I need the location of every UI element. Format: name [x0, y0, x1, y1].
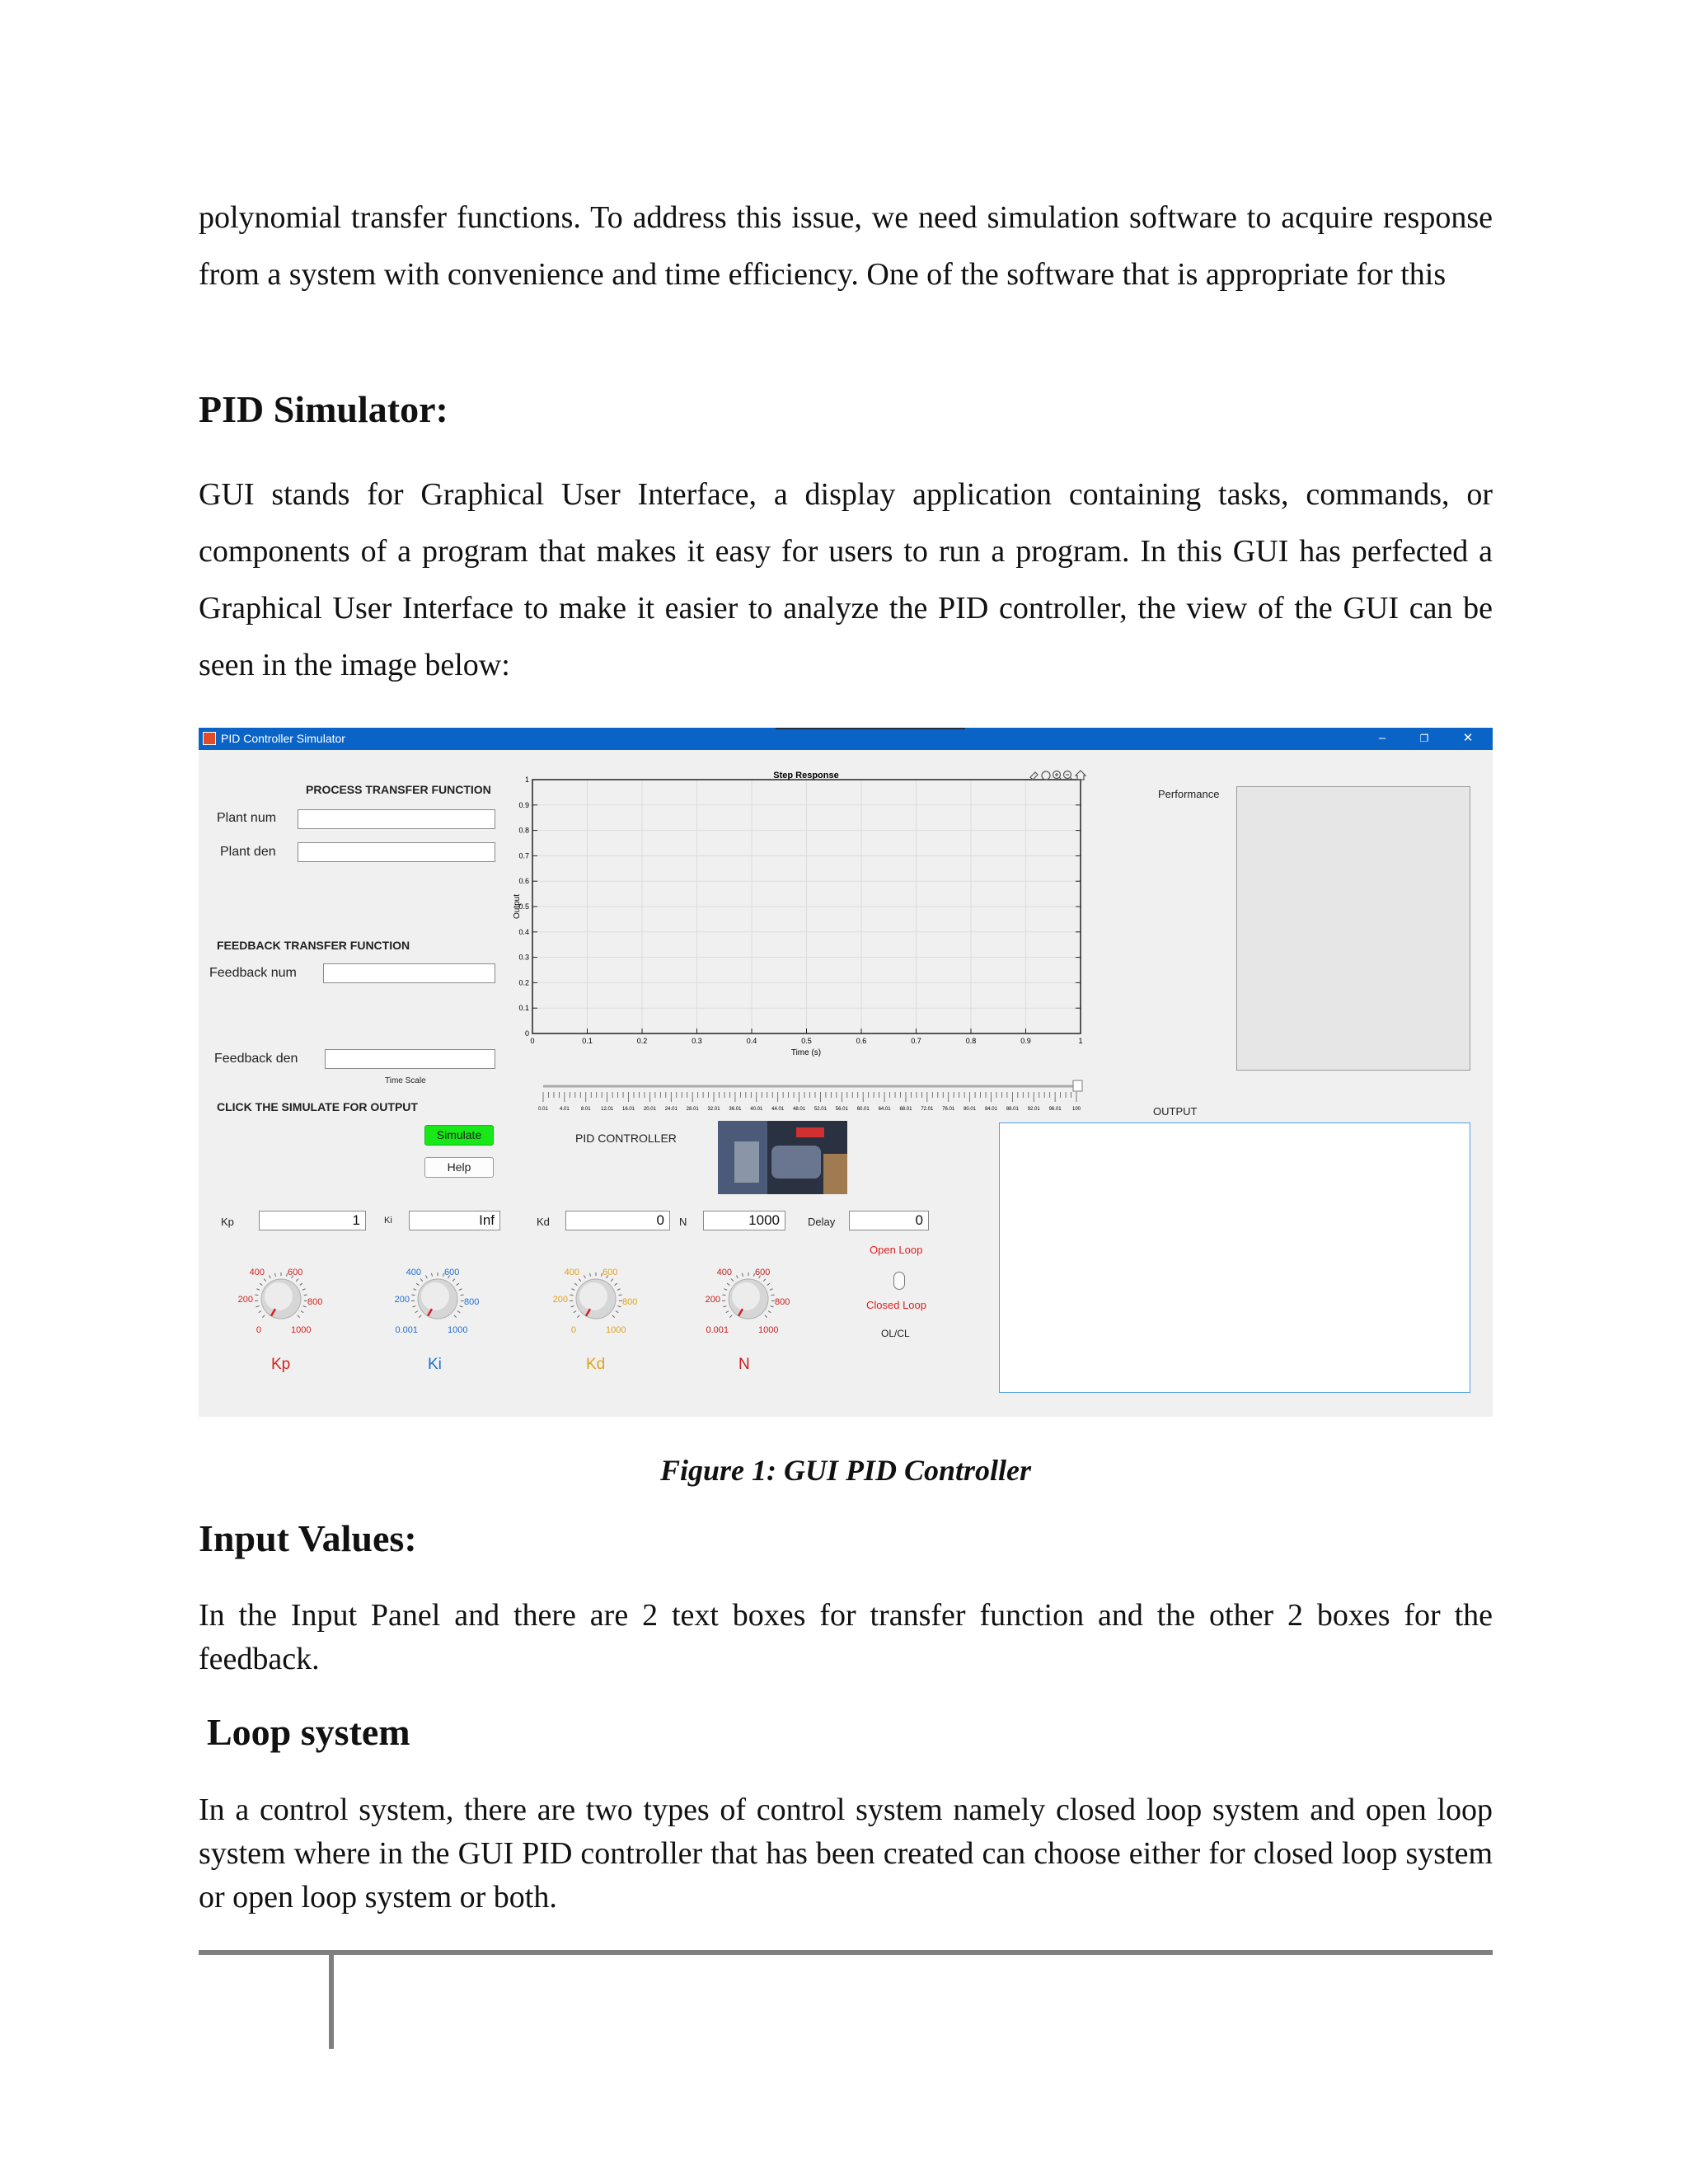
knob-scale-label: 200 [394, 1295, 410, 1305]
ki-input[interactable]: Inf [409, 1211, 500, 1230]
slider-tick-label: 60.01 [856, 1107, 870, 1112]
window-titlebar [199, 728, 1493, 750]
slider-tick-label: 40.01 [750, 1107, 763, 1112]
axes-toolbar[interactable] [1030, 771, 1085, 780]
knob-dial[interactable] [380, 1249, 495, 1348]
knob-scale-label: 200 [237, 1295, 253, 1305]
chart-title: Step Response [773, 771, 839, 780]
knob-scale-label: 0.001 [706, 1325, 729, 1335]
plant-den-label: Plant den [220, 845, 276, 859]
knob-scale-label: 400 [564, 1268, 579, 1277]
knob-tick [260, 1283, 262, 1285]
slider-tick-label: 80.01 [964, 1107, 977, 1112]
knob-tick [727, 1283, 729, 1285]
knob-tick [454, 1315, 457, 1318]
heading-pid-simulator: PID Simulator: [199, 388, 448, 430]
knob-scale-label: 1000 [606, 1325, 626, 1335]
knob-tick [269, 1275, 270, 1278]
knob-scale-label: 1000 [291, 1325, 312, 1335]
knob-tick [255, 1295, 258, 1296]
knob-kp[interactable] [223, 1249, 339, 1348]
slider-tick-label: 88.01 [1006, 1107, 1019, 1112]
slider-tick-label: 16.01 [622, 1107, 635, 1112]
knob-tick [584, 1275, 585, 1278]
knob-ki[interactable] [380, 1249, 495, 1348]
slider-tick-label: 12.01 [601, 1107, 614, 1112]
knob-tick [612, 1315, 615, 1318]
kd-label: Kd [537, 1216, 550, 1228]
knob-tick [722, 1295, 725, 1296]
knob-tick [731, 1279, 734, 1282]
knob-tick [415, 1311, 418, 1313]
knob-tick [416, 1283, 419, 1285]
simulate-button[interactable]: Simulate [424, 1125, 494, 1146]
slider-tick-label: 32.01 [707, 1107, 720, 1112]
n-input[interactable]: 1000 [703, 1211, 785, 1230]
knob-scale-label: 600 [288, 1268, 303, 1277]
y-tick-label: 0.9 [518, 800, 529, 809]
y-tick-label: 0.8 [518, 826, 529, 835]
knob-tick [579, 1279, 581, 1282]
knob-scale-label: 0.001 [395, 1325, 418, 1335]
knob-tick [736, 1275, 738, 1278]
knob-tick [574, 1311, 576, 1313]
slider-tick-label: 36.01 [729, 1107, 742, 1112]
knob-scale-label: 200 [552, 1295, 568, 1305]
knob-scale-label: 400 [406, 1268, 421, 1277]
knob-tick [726, 1311, 729, 1313]
y-tick-label: 0.6 [518, 877, 529, 886]
knob-tick [618, 1306, 621, 1307]
process-tf-header: PROCESS TRANSFER FUNCTION [306, 783, 491, 796]
x-tick-label: 0.4 [746, 1037, 757, 1045]
knob-dial[interactable] [223, 1249, 339, 1348]
plant-den-input[interactable] [298, 842, 495, 862]
figure-caption: Figure 1: GUI PID Controller [659, 1454, 1032, 1487]
pid-hardware-photo [718, 1121, 847, 1194]
feedback-num-label: Feedback num [209, 966, 297, 980]
minimize-icon[interactable]: – [1378, 731, 1386, 745]
knob-highlight [265, 1282, 293, 1310]
slider-tick-label: 68.01 [899, 1107, 912, 1112]
heading-input-values: Input Values: [199, 1517, 417, 1559]
close-icon[interactable]: ✕ [1462, 731, 1474, 745]
knob-tick [457, 1311, 460, 1313]
knob-tick [577, 1315, 579, 1318]
paragraph-gui-description: GUI stands for Graphical User Interface, a display application containing tasks, commands, or components of a program that makes it easy for users to run a program. In this GUI has perfected a Graphical User Interface to make it easier to analyze the PID controller, the view of the GUI can be seen in the image below: [199, 477, 1493, 682]
y-tick-label: 0 [524, 1029, 529, 1038]
knob-scale-label: 1000 [758, 1325, 779, 1335]
knob-kd[interactable] [538, 1249, 654, 1348]
knob-tick [724, 1306, 727, 1307]
brush-icon[interactable] [1030, 772, 1038, 780]
knob-tick [459, 1289, 462, 1291]
y-tick-label: 1 [524, 776, 529, 784]
delay-label: Delay [808, 1216, 836, 1228]
home-icon[interactable] [1076, 771, 1085, 780]
chart-xlabel: Time (s) [790, 1048, 822, 1057]
knob-tick [296, 1279, 298, 1282]
knob-scale-label: 400 [716, 1268, 732, 1277]
time-scale-label: Time Scale [385, 1076, 426, 1085]
y-tick-label: 0.1 [518, 1004, 529, 1013]
knob-tick [771, 1306, 774, 1307]
knob-tick [619, 1295, 622, 1296]
x-tick-label: 0.9 [1020, 1037, 1031, 1045]
restore-icon[interactable]: ❐ [1419, 733, 1429, 744]
knob-tick [616, 1311, 618, 1313]
knob-tick [411, 1295, 415, 1296]
knob-tick [571, 1306, 574, 1307]
window-title: PID Controller Simulator [221, 732, 345, 745]
knob-tick [302, 1289, 306, 1291]
time-scale-slider[interactable] [528, 1074, 1089, 1115]
knob-tick [275, 1273, 276, 1277]
knob-tick [304, 1295, 307, 1296]
heading-loop-system: Loop system [207, 1711, 410, 1753]
x-tick-label: 0.8 [965, 1037, 977, 1045]
knob-tick [763, 1279, 766, 1282]
knob-tick [256, 1289, 260, 1291]
delay-input[interactable]: 0 [849, 1211, 929, 1230]
kp-input[interactable]: 1 [259, 1211, 366, 1230]
plant-num-input[interactable] [298, 809, 495, 829]
loop-toggle-switch[interactable] [893, 1272, 905, 1290]
knob-scale-label: 600 [755, 1268, 771, 1277]
knob-tick [301, 1311, 303, 1313]
plant-num-label: Plant num [217, 811, 277, 825]
slider-tick-label: 52.01 [814, 1107, 827, 1112]
knob-name-n: N [738, 1356, 750, 1373]
knob-name-kp: Kp [271, 1356, 291, 1373]
output-label: OUTPUT [1153, 1105, 1198, 1118]
simulate-header: CLICK THE SIMULATE FOR OUTPUT [217, 1100, 418, 1113]
pan-hand-icon[interactable] [1042, 771, 1050, 780]
slider-tick-label: 76.01 [942, 1107, 955, 1112]
y-tick-label: 0.2 [518, 978, 529, 987]
knob-dial[interactable] [538, 1249, 654, 1348]
slider-tick-label: 0.01 [538, 1107, 548, 1112]
knob-tick [419, 1315, 421, 1318]
slider-tick-label: 92.01 [1027, 1107, 1040, 1112]
x-tick-label: 0.6 [856, 1037, 867, 1045]
titlebar-accent [776, 728, 965, 729]
n-label: N [679, 1216, 687, 1228]
knob-tick [570, 1295, 573, 1296]
knob-scale-label: 600 [603, 1268, 618, 1277]
knob-tick [571, 1289, 574, 1291]
chart-ylabel: Output [513, 893, 522, 920]
slider-tick-label: 24.01 [664, 1107, 678, 1112]
slider-tick-label: 4.01 [560, 1107, 570, 1112]
knob-tick [420, 1279, 423, 1282]
kp-label: Kp [221, 1216, 234, 1228]
y-tick-label: 0.5 [518, 902, 529, 911]
knob-scale-label: 600 [444, 1268, 460, 1277]
y-tick-label: 0.3 [518, 953, 529, 962]
knob-tick [425, 1275, 427, 1278]
footer-rule [199, 1950, 1493, 1955]
x-tick-label: 0.3 [692, 1037, 702, 1045]
knob-tick [765, 1315, 767, 1318]
knob-tick [452, 1279, 455, 1282]
knob-scale-label: 1000 [448, 1325, 468, 1335]
knob-dial[interactable] [691, 1249, 806, 1348]
knob-highlight [579, 1282, 607, 1310]
slider-tick-label: 96.01 [1048, 1107, 1062, 1112]
olcl-label: OL/CL [881, 1328, 910, 1339]
x-tick-label: 0 [530, 1037, 535, 1045]
slider-tick-label: 64.01 [878, 1107, 891, 1112]
knob-tick [457, 1283, 459, 1285]
knob-tick [615, 1283, 617, 1285]
knob-tick [460, 1306, 463, 1307]
kd-input[interactable]: 0 [565, 1211, 670, 1230]
knob-tick [771, 1295, 775, 1296]
slider-tick-label: 84.01 [984, 1107, 997, 1112]
y-tick-label: 0.7 [518, 851, 529, 860]
gui-screenshot [199, 728, 1493, 1417]
knob-tick [264, 1279, 266, 1282]
feedback-tf-header: FEEDBACK TRANSFER FUNCTION [217, 939, 410, 952]
knob-highlight [732, 1282, 760, 1310]
knob-tick [303, 1306, 307, 1307]
knob-tick [590, 1273, 591, 1277]
x-tick-label: 0.1 [582, 1037, 593, 1045]
slider-tick-label: 8.01 [580, 1107, 591, 1112]
knob-tick [413, 1306, 416, 1307]
knob-scale-label: 800 [464, 1297, 480, 1307]
performance-label: Performance [1158, 788, 1220, 800]
knob-scale-label: 800 [307, 1297, 323, 1307]
matlab-app-icon [203, 732, 216, 745]
knob-tick [574, 1283, 577, 1285]
knob-tick [729, 1315, 732, 1318]
knob-tick [432, 1273, 433, 1277]
knob-tick [770, 1289, 773, 1291]
help-button[interactable]: Help [424, 1157, 494, 1178]
slider-tick-label: 56.01 [835, 1107, 848, 1112]
knob-name-kd: Kd [586, 1356, 606, 1373]
knob-tick [768, 1311, 771, 1313]
knob-tick [767, 1283, 770, 1285]
slider-tick-label: 48.01 [793, 1107, 806, 1112]
step-response-chart [508, 769, 1340, 1099]
knob-scale-label: 0 [570, 1325, 576, 1335]
slider-thumb[interactable] [1073, 1080, 1082, 1091]
knob-name-ki: Ki [428, 1356, 442, 1373]
knob-tick [298, 1315, 300, 1318]
y-tick-label: 0.4 [518, 927, 529, 936]
x-tick-label: 0.2 [636, 1037, 648, 1045]
performance-panel [1236, 786, 1470, 1071]
slider-tick-label: 20.01 [643, 1107, 656, 1112]
feedback-den-input[interactable] [325, 1049, 495, 1069]
knob-scale-label: 800 [775, 1297, 790, 1307]
knob-scale-label: 0 [256, 1325, 261, 1335]
knob-tick [617, 1289, 621, 1291]
knob-tick [259, 1311, 261, 1313]
knob-tick [300, 1283, 302, 1285]
paragraph-intro: polynomial transfer functions. To address this issue, we need simulation software to acquire response from a system with convenience and time efficiency. One of the software that is appropriate for this [199, 200, 1493, 292]
feedback-num-input[interactable] [323, 963, 495, 983]
x-tick-label: 0.5 [801, 1037, 812, 1045]
closed-loop-label: Closed Loop [866, 1299, 926, 1311]
open-loop-label: Open Loop [870, 1244, 923, 1256]
knob-tick [461, 1295, 464, 1296]
feedback-den-label: Feedback den [214, 1052, 298, 1066]
pid-controller-label: PID CONTROLLER [575, 1132, 677, 1145]
knob-tick [611, 1279, 613, 1282]
knob-scale-label: 200 [705, 1295, 720, 1305]
slider-tick-label: 72.01 [921, 1107, 934, 1112]
knob-tick [262, 1315, 265, 1318]
knob-highlight [421, 1282, 449, 1310]
paragraph-loop-system: In a control system, there are two types of control system namely closed loop system and open loop system where in the GUI PID controller that has been created can choose either for closed loop system or open loop system or both. [199, 1793, 1493, 1915]
x-tick-label: 0.7 [911, 1037, 921, 1045]
knob-n[interactable] [691, 1249, 806, 1348]
knob-scale-label: 800 [622, 1297, 638, 1307]
x-tick-label: 1 [1078, 1037, 1083, 1045]
paragraph-input-values: In the Input Panel and there are 2 text boxes for transfer function and the other 2 boxes for the feedback. [199, 1598, 1493, 1676]
knob-tick [256, 1306, 260, 1307]
knob-tick [724, 1289, 727, 1291]
slider-tick-label: 44.01 [771, 1107, 785, 1112]
slider-tick-label: 100 [1071, 1107, 1081, 1112]
footer-vertical-rule [329, 1955, 334, 2049]
knob-tick [413, 1289, 416, 1291]
ki-label: Ki [384, 1216, 392, 1226]
slider-tick-label: 28.01 [686, 1107, 699, 1112]
knob-scale-label: 400 [249, 1268, 265, 1277]
output-panel [999, 1122, 1470, 1393]
